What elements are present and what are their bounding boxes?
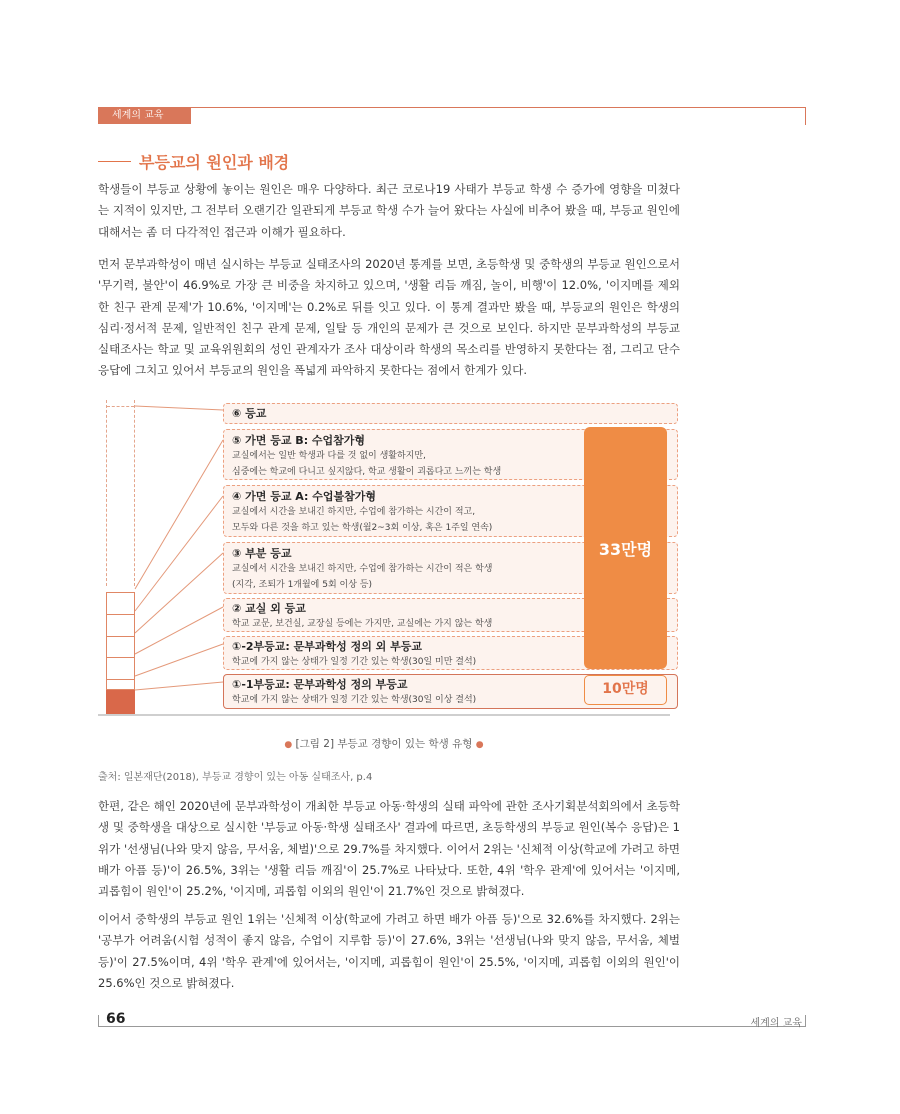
tier-title: ⑤ 가면 등교 B: 수업참가형 bbox=[232, 434, 366, 447]
total-label: 33만명 bbox=[598, 540, 653, 559]
tier-title: ⑥ 등교 bbox=[232, 407, 267, 420]
paragraph-2: 먼저 문부과학성이 매년 실시하는 부등교 실태조사의 2020년 통계를 보면, 초등학생 및 중학생의 부등교 원인으로서 '무기력, 불안'이 46.9%로 가장 큰 비중을 차지하고 있으며, '생활 리듬 깨짐, 놀이, 비행'이 12.0%, '이지메를 제외한 친구 관계 문제'가 10.6%, '이지메'는 0.2%로 뒤를 잇고 있다. 이 통계 결과만 봤을 때, 부등교의 원인은 학생의 심리·정서적 문제, 일반적인 친구 관계 문제, 일탈 등 개인의 문제가 큰 것으로 보인다. 하지만 문부과학성의 부등교 실태조사는 학교 및 교육위원회의 성인 관계자가 조사 대상이라 학생의 목소리를 반영하지 못한다는 점, 그리고 단수 응답에 그치고 있어서 부등교의 원인을 폭넓게 파악하지 못한다는 점에서 한계가 있다. bbox=[98, 257, 680, 378]
official-count-box: 10만명 bbox=[584, 675, 667, 705]
tier-desc: 심중에는 학교에 다니고 싶지않다, 학교 생활이 괴롭다고 느끼는 학생 bbox=[232, 466, 502, 477]
paragraph-3: 한편, 같은 해인 2020년에 문부과학성이 개최한 부등교 아동·학생의 실태 파악에 관한 조사기획분석회의에서 초등학생 및 중학생을 대상으로 실시한 '부등교 아동·학생 실태조사' 결과에 따르면, 초등학생의 부등교 원인(복수 응답)은 1위가 '선생님(나와 맞지 않음, 무서움, 체벌)'으로 29.7%를 차지했다. 이어서 2위는 '신체적 이상(학교에 가려고 하면 배가 아픔 등)'이 26.5%, 3위는 '생활 리듬 깨짐'이 25.7%로 나타났다. 또한, 4위 '학우 관계'에 있어서는 '이지메, 괴롭힘이 원인'이 25.2%, '이지메, 괴롭힘 이외의 원인'이 21.7%인 것으로 밝혀졌다. bbox=[98, 799, 680, 899]
tier-title: ② 교실 외 등교 bbox=[232, 602, 306, 615]
tier-desc: 교실에서 시간을 보내긴 하지만, 수업에 참가하는 시간이 적고, bbox=[232, 507, 476, 517]
footer-rule bbox=[98, 1026, 806, 1027]
total-bar bbox=[584, 427, 667, 669]
tier-desc: 모두와 다른 것을 하고 있는 학생(월2~3회 이상, 혹은 1주일 연속) bbox=[232, 522, 493, 533]
paragraph-1: 학생들이 부등교 상황에 놓이는 원인은 매우 다양하다. 최근 코로나19 사태가 부등교 학생 수 증가에 영향을 미쳤다는 지적이 있지만, 그 전부터 오랜기간 일관되게 부등교 학생 수가 늘어 왔다는 사실에 비추어 봤을 때, 부등교 원인에 대해서는 좀 더 다각적인 접근과 이해가 필요하다. bbox=[98, 182, 680, 239]
section-tab: 세계의 교육 bbox=[98, 107, 191, 124]
heading-dash bbox=[98, 161, 131, 162]
tier-desc: 교실에서는 일반 학생과 다를 것 없이 생활하지만, bbox=[232, 451, 426, 461]
caption-text: [그림 2] 부등교 경향이 있는 학생 유형 bbox=[295, 738, 473, 750]
column-segment bbox=[106, 657, 135, 679]
column-segment bbox=[106, 636, 135, 657]
header-rule bbox=[191, 107, 806, 108]
column-segment bbox=[106, 679, 135, 690]
column-segment bbox=[106, 614, 135, 636]
section-heading bbox=[98, 150, 289, 173]
tier-desc: 학교에 가지 않는 상태가 일정 기간 있는 학생(30일 이상 결석) bbox=[232, 695, 477, 705]
tier-desc: (지각, 조퇴가 1개월에 5회 이상 등) bbox=[232, 579, 372, 590]
column-segment bbox=[106, 592, 135, 614]
section-title: 부등교의 원인과 배경 bbox=[139, 153, 290, 172]
tier-title: ④ 가면 등교 A: 수업불참가형 bbox=[232, 490, 377, 503]
column-dashed-segment bbox=[106, 400, 135, 586]
tier-title: ①-1부등교: 문부과학성 정의 부등교 bbox=[232, 678, 408, 691]
tier-title: ③ 부분 등교 bbox=[232, 547, 292, 560]
caption-bullet: ● bbox=[284, 740, 293, 750]
tier-desc: 학교 교문, 보건실, 교장실 등에는 가지만, 교실에는 가지 않는 학생 bbox=[232, 619, 493, 629]
caption-bullet: ● bbox=[475, 740, 484, 750]
figure-baseline bbox=[98, 714, 670, 716]
tier-desc: 학교에 가지 않는 상태가 일정 기간 있는 학생(30일 미만 결석) bbox=[232, 657, 477, 667]
footer-rule-right bbox=[805, 1015, 806, 1027]
tier-title: ①-2부등교: 문부과학성 정의 외 부등교 bbox=[232, 640, 423, 653]
column-segment-dark bbox=[106, 690, 135, 714]
footer-title: 세계의 교육 bbox=[750, 1018, 802, 1029]
paragraph-4: 이어서 중학생의 부등교 원인 1위는 '신체적 이상(학교에 가려고 하면 배가 아픔 등)'으로 32.6%를 차지했다. 2위는 '공부가 어려움(시험 성적이 좋지 않음, 수업이 지루함 등)'이 27.6%, 3위는 '선생님(나와 맞지 않음, 무서움, 체벌 등)'이 27.5%이며, 4위 '학우 관계'에 있어서는, '이지메, 괴롭힘이 원인'이 25.5%, '이지메, 괴롭힘 이외의 원인'이 25.6%인 것으로 밝혀졌다. bbox=[98, 912, 680, 990]
page-number: 66 bbox=[106, 1011, 126, 1027]
header-rule-end bbox=[805, 107, 806, 125]
tier-desc: 교실에서 시간을 보내긴 하지만, 수업에 참가하는 시간이 적은 학생 bbox=[232, 564, 493, 574]
figure-source: 출처: 일본재단(2018), 부등교 경향이 있는 아동 실태조사, p.4 bbox=[98, 772, 373, 783]
tier-6 bbox=[223, 403, 678, 424]
figure-caption bbox=[0, 736, 768, 751]
